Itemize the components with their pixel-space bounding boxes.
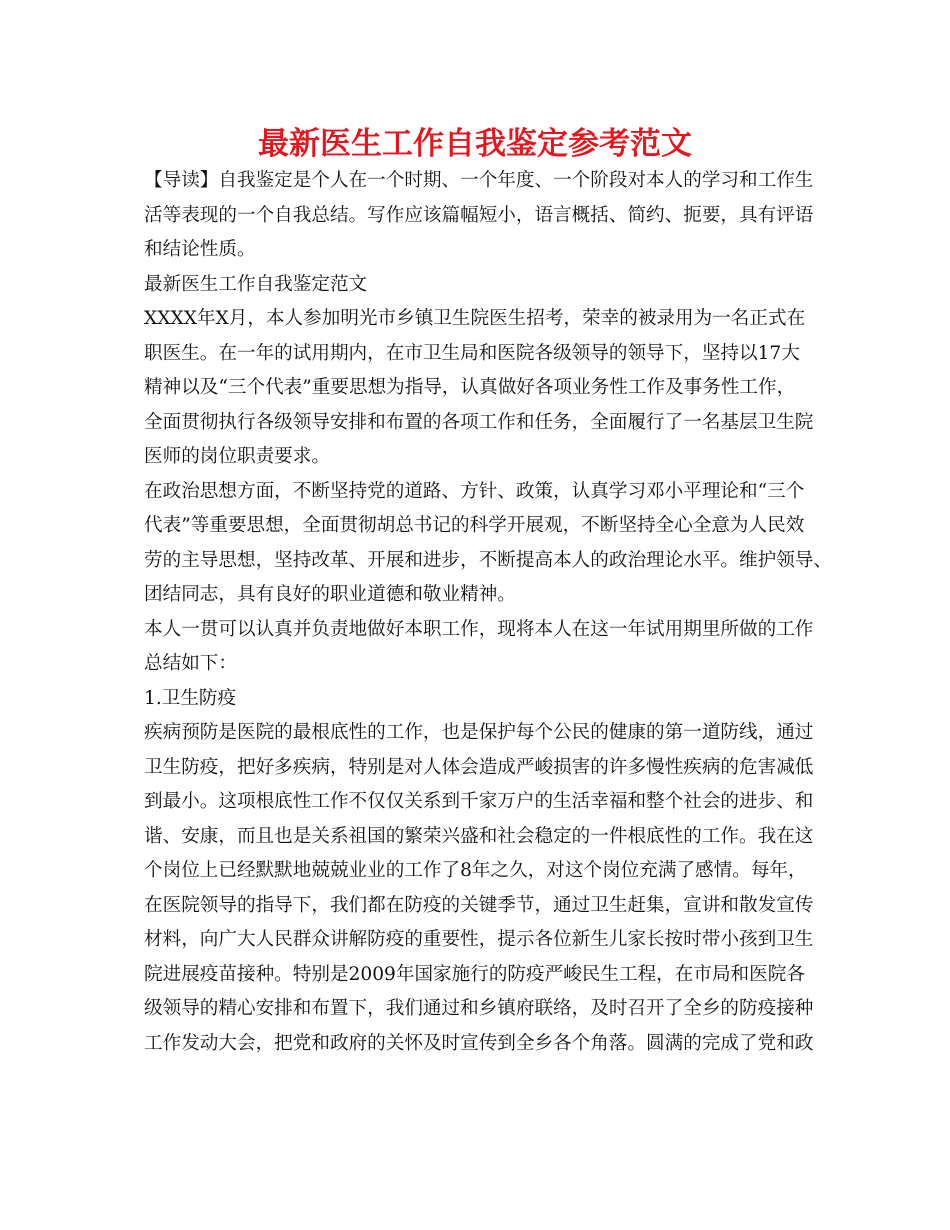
text-line: 疾病预防是医院的最根底性的工作，也是保护每个公民的健康的第一道防线，通过 <box>144 722 814 743</box>
text-line: 精神以及“三个代表”重要思想为指导，认真做好各项业务性工作及事务性工作， <box>144 377 796 398</box>
text-line: 在政治思想方面，不断坚持党的道路、方针、政策，认真学习邓小平理论和“三个 <box>144 480 805 502</box>
text-line: 工作发动大会，把党和政府的关怀及时宣传到全乡各个角落。圆满的完成了党和政 <box>144 1032 814 1054</box>
text-line: 活等表现的一个自我总结。写作应该篇幅短小，语言概括、简约、扼要，具有评语 <box>144 204 814 226</box>
text-line: 【导读】自我鉴定是个人在一个时期、一个年度、一个阶段对本人的学习和工作生 <box>144 170 814 191</box>
document-body <box>144 164 832 1061</box>
text-line: 和结论性质。 <box>144 239 256 260</box>
text-line: XXXX年X月，本人参加明光市乡镇卫生院医生招考，荣幸的被录用为一名正式在 <box>144 308 806 329</box>
text-line: 代表”等重要思想，全面贯彻胡总书记的科学开展观，不断坚持全心全意为人民效 <box>144 515 805 536</box>
text-line: 个岗位上已经默默地兢兢业业的工作了8年之久，对这个岗位充满了感情。每年， <box>144 860 807 881</box>
section-heading: 1.卫生防疫 <box>144 687 237 709</box>
text-line: 全面贯彻执行各级领导安排和布置的各项工作和任务，全面履行了一名基层卫生院 <box>144 411 814 433</box>
text-line: 劳的主导思想，坚持改革、开展和进步，不断提高本人的政治理论水平。维护领导、 <box>144 549 832 571</box>
text-line: 院进展疫苗接种。特别是2009年国家施行的防疫严峻民生工程，在市局和医院各 <box>144 963 805 985</box>
text-line: 职医生。在一年的试用期内，在市卫生局和医院各级领导的领导下，坚持以17大 <box>144 342 800 364</box>
section-heading: 最新医生工作自我鉴定范文 <box>144 273 368 295</box>
text-line: 级领导的精心安排和布置下，我们通过和乡镇府联络，及时召开了全乡的防疫接种 <box>144 998 814 1019</box>
text-line: 卫生防疫，把好多疾病，特别是对人体会造成严峻损害的许多慢性疾病的危害减低 <box>144 756 814 778</box>
text-line: 总结如下： <box>144 653 237 674</box>
document-title: 最新医生工作自我鉴定参考范文 <box>258 126 692 162</box>
text-line: 在医院领导的指导下，我们都在防疫的关键季节，通过卫生赶集，宣讲和散发宣传 <box>144 894 814 916</box>
text-line: 材料，向广大人民群众讲解防疫的重要性，提示各位新生儿家长按时带小孩到卫生 <box>144 929 814 950</box>
text-line: 谐、安康，而且也是关系祖国的繁荣兴盛和社会稳定的一件根底性的工作。我在这 <box>144 825 814 847</box>
text-line: 医师的岗位职责要求。 <box>144 446 330 467</box>
text-line: 团结同志，具有良好的职业道德和敬业精神。 <box>144 584 516 605</box>
text-line: 到最小。这项根底性工作不仅仅关系到千家万户的生活幸福和整个社会的进步、和 <box>144 791 814 812</box>
text-line: 本人一贯可以认真并负责地做好本职工作，现将本人在这一年试用期里所做的工作 <box>144 618 814 640</box>
